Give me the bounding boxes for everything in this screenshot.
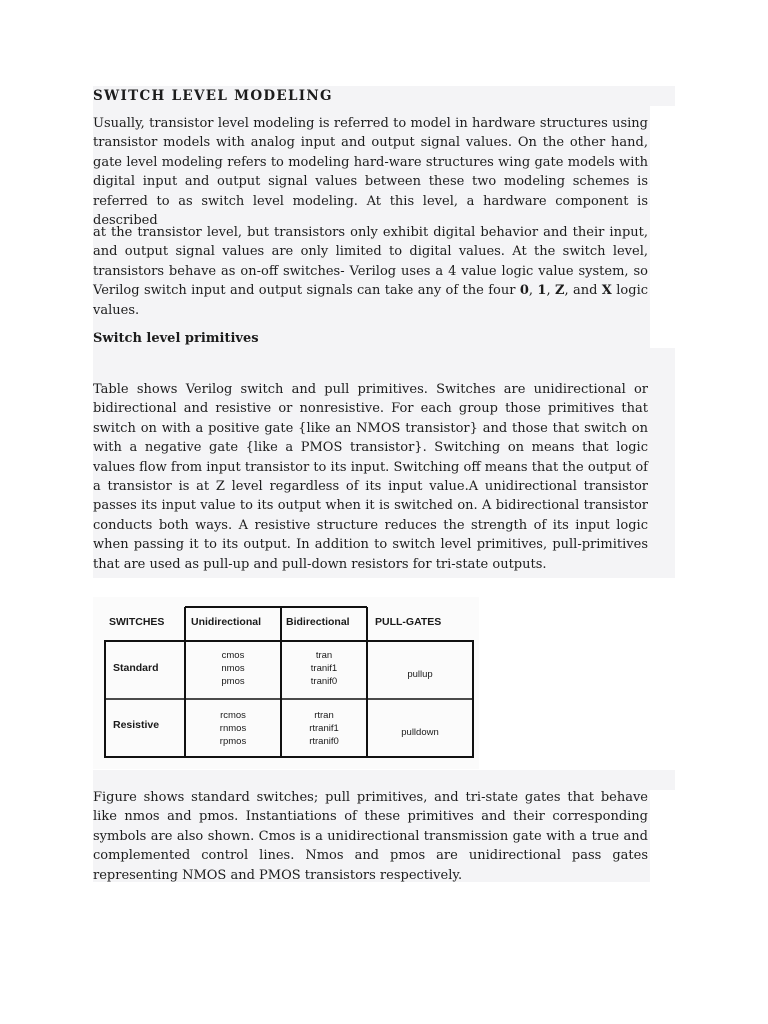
- cell-rtranif0: rtranif0: [309, 736, 339, 747]
- cell-tranif1: tranif1: [310, 663, 338, 674]
- cell-cmos: cmos: [221, 650, 245, 661]
- cell-rpmos: rpmos: [219, 736, 247, 747]
- row-label-standard: Standard: [113, 662, 159, 674]
- cell-pulldown: pulldown: [401, 727, 439, 738]
- header-switches: SWITCHES: [109, 616, 165, 628]
- intro-paragraph-1: Usually, transistor level modeling is referred to model in hardware structures using transistor models with analog input and output signal values. On the other hand, gate level modeling refers to modeling hard-ware structures wing gate models with digital input and output signal values between these two modeling schemes is referred to as switch level modeling. At this level, a hardware component is described: [93, 116, 648, 229]
- logic-value-0: 0: [519, 283, 529, 299]
- primitives-table-svg: [93, 597, 479, 769]
- cell-nmos: nmos: [221, 663, 245, 674]
- intro-p2-end: logic values.: [93, 283, 649, 318]
- cell-pmos: pmos: [221, 676, 245, 687]
- section-paragraph: Table shows Verilog switch and pull primitives. Switches are unidirectional or bidirectional and resistive or nonresistive. For each group those primitives that switch on with a positive gate {like an NMOS transistor} and those that switch on with a negative gate {like a PMOS transistor}. Switching on means that logic values flow from input transistor to its input. Switching off means that the output of a transistor is at Z level regardless of its input value.A unidirectional transistor passes its input value to its output when it is switched on. A bidirectional transistor conducts both ways. A resistive structure reduces the strength of its input logic when passing it to its output. In addition to switch level primitives, pull-primitives that are used as pull-up and pull-down resistors for tri-state outputs.: [93, 382, 648, 572]
- header-unidirectional: Unidirectional: [191, 616, 262, 628]
- separator: ,: [528, 283, 538, 299]
- cell-tran: tran: [315, 650, 333, 661]
- row-label-resistive: Resistive: [113, 719, 160, 731]
- separator: ,: [546, 283, 555, 299]
- figure-paragraph: Figure shows standard switches; pull primitives, and tri-state gates that behave like nmos and pmos. Instantiations of these primitives and their corresponding symbols are also shown. Cmos is a unidirectional transmission gate with a true and complemented control lines. Nmos and pmos are unidirectional pass gates representing NMOS and PMOS transistors respectively.: [93, 790, 648, 883]
- logic-value-1: 1: [537, 283, 547, 299]
- cell-tranif0: tranif0: [310, 676, 338, 687]
- header-bidirectional: Bidirectional: [286, 616, 350, 628]
- primitives-table: [93, 597, 479, 769]
- separator: , and: [564, 283, 602, 299]
- cell-pullup: pullup: [407, 669, 433, 680]
- header-pull-gates: PULL-GATES: [375, 616, 442, 628]
- cell-rtranif1: rtranif1: [309, 723, 339, 734]
- intro-paragraph-2: [93, 223, 648, 320]
- logic-value-x: X: [601, 283, 612, 299]
- section-heading: Switch level primitives: [93, 331, 259, 346]
- cell-rcmos: rcmos: [220, 710, 246, 721]
- cell-rnmos: rnmos: [219, 723, 247, 734]
- text-band-4: [93, 770, 675, 790]
- cell-rtran: rtran: [314, 710, 334, 721]
- intro-p2-start: at the transistor level, but transistors only exhibit digital behavior and their input, and output signal values are only limited to digital values. At the switch level, transistors behave as on-off switches- Verilog uses a 4 value logic value system, so Verilog switch input and output signals can take any of the four: [93, 225, 648, 299]
- logic-value-z: Z: [554, 283, 565, 299]
- document-title: SWITCH LEVEL MODELING: [93, 88, 333, 104]
